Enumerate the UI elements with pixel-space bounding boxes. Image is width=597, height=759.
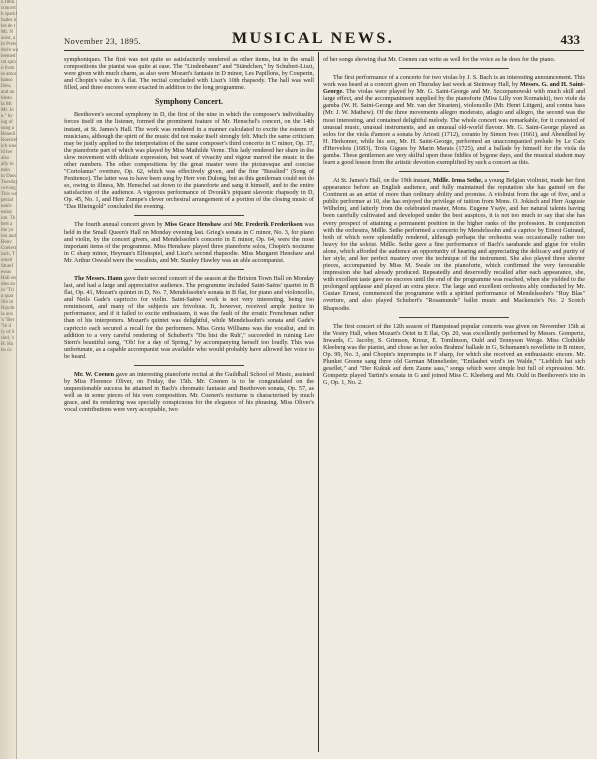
performer-name: Miss Grace Henshaw <box>164 221 222 229</box>
margin-fragment: la Mc <box>1 102 13 107</box>
margin-fragment: bleau <box>1 96 12 101</box>
margin-fragment: ifio in <box>1 300 14 305</box>
margin-fragment: Bouv <box>1 240 12 245</box>
margin-fragment: hanso <box>1 78 13 83</box>
section-separator <box>399 171 509 172</box>
left-column <box>64 56 314 413</box>
margin-fragment: ceiving <box>1 186 16 191</box>
margin-fragment: ich was <box>1 144 17 149</box>
margin-fragment: Coelest <box>1 246 16 251</box>
header-date: November 23, 1895. <box>64 36 142 46</box>
margin-fragment: he co <box>1 348 12 353</box>
margin-fragment: bert a <box>1 222 13 227</box>
margin-fragment: Dew, <box>1 84 12 89</box>
margin-fragment: 's "Ber <box>1 318 15 323</box>
margin-fragment: ion and <box>1 234 16 239</box>
margin-fragment: e," by <box>1 114 13 119</box>
margin-fragment: Roeckel <box>1 138 18 143</box>
margin-fragment: ion. Th <box>1 216 16 221</box>
margin-fragment: in "Tri <box>1 288 15 293</box>
margin-fragment: to Dass <box>1 174 16 179</box>
margin-fragment: anist, a <box>1 36 16 41</box>
column-divider <box>318 52 319 752</box>
margin-fragment: ly of S <box>1 330 15 335</box>
performer-name: Mr. W. Coenen <box>74 370 115 378</box>
margin-fragment: This we <box>1 192 17 197</box>
margin-fragment: dwin wa <box>1 48 19 53</box>
section-heading-symphony-concert: Symphony Concert. <box>154 97 223 107</box>
margin-fragment: les de t <box>1 24 16 29</box>
margin-fragment: dies an <box>1 282 16 287</box>
margin-fragment: Benedi <box>1 132 16 137</box>
margin-fragment: o from <box>1 66 15 71</box>
section-separator <box>134 365 244 366</box>
margin-fragment: also <box>1 156 10 161</box>
paragraph-hann-concert: The Messrs. Hann gave their second concert of the season at the Brixton Town Hall on Monday last, and had a large and appreciative audience. The programme included Saint-Saëns' quartet in B flat, Op. 41, Mozart's quintet in D, No. 7, Mendelssohn's sonata in B flat, for piano and violoncello, and Neils Gade's capriccio for violin. Saint-Saëns' work is not very interesting, being too reminiscent, and many of the subjects are frivolous. It, however, received ample justice in performance, and if it failed to excite enthusiasm, it was the fault of the erratic Frenchman rather than of his interpreters. Mozart's quintet was delightful, while Mendelssohn's sonata and Gade's capriccio each secured a recall for the performers. Miss Greta Williams was the vocalist, and in addition to a very careful rendering of Schubert's "Du bist die Ruh'," succeeded in ruining Leo Stern's beautiful song, "Oh! for a day of Spring," by accompanying herself too loudly. This was unfortunate, as a capable accompanist was available who would probably have allowed her voice to be heard. <box>64 274 315 360</box>
margin-fragment: sung a <box>1 126 14 131</box>
margin-fragment: inch, T <box>1 252 16 257</box>
right-column <box>323 56 585 386</box>
margin-fragment: ld her <box>1 150 13 155</box>
margin-fragment: Tuesday <box>1 180 18 185</box>
margin-fragment: ia aux <box>1 312 14 317</box>
paragraph-hampstead-concerts: The first concert of the 12th season of Hampstead popular concerts was given on November 15th at the Vestry Hall, when Mozart's Octet in E flat, Op. 20, was excellently performed by Messrs. Gompertz, Inwards, C. Jacoby, S. Grimson, Kreuz, E. Tomlinson, Ould and Tennyson Werge. Miss Clothilde Kleeberg was the pianist, and chose as her solos Brahms' ballade in G, Schumann's novellette in B minor, Op. 99, No. 3, and Chopin's impromptu in F sharp, for which she received an enthusiastic encore. Mr. Plunket Greene sang three old German Minnelieder, "Entlaubet wird's im Walde," "Lieblich hat sich gesellet," and "Der Kukuk auf dem Zaune sass," songs which were simple but full of expression. Mr. Gompertz played Tartini's sonata in G and joined Miss C. Kleeberg and Mr. Ould in Beethoven's trio in G, Op. 1, No. 2. <box>323 322 585 387</box>
performer-name: Messrs. G. and H. Saint-George. <box>323 81 586 96</box>
margin-fragment: the yo <box>1 228 14 233</box>
section-separator <box>134 215 244 216</box>
margin-fragment: and an <box>1 90 15 95</box>
margin-fragment: Hall on <box>1 276 16 281</box>
paragraph-henshaw-concert: The fourth annual concert given by Miss Grace Henshaw and Mr. Frederik Frederiksen was held in the Small Queen's Hall on Monday evening last. Grieg's sonata in C minor, No. 3, for piano and violin, by the concert givers, and Mendelssohn's concerto in E minor, Op. 64, were the most important items of the programme. Miss Henshaw played three pianoforte solos, Chopin's nocturne in C sharp minor, Heyman's Elfenspiel, and Liszt's second rhapsodie. Miss Margaret Henshaw and Mr. Arthur Oswald were the vocalists, and Mr. Stanley Hawley was an able accompanist. <box>64 221 315 264</box>
paragraph-recital-continued: symphoniques. The first was not quite so satisfactorily rendered as other items, but in the small compositions the pianist was quite at ease. The "Lindenbaum" and "Ständchen," by Schubert-Liszt, were given with much charm, as also were Mozart's fantasie in D minor, Les Papillons, by Couperin, and Chopin's valse in A flat. The recital concluded with Liszt's 10th rhapsody. The hall was well filled, and three encores were exacted in addition to the long programme. <box>64 56 314 92</box>
paragraph-symphony-concert: Beethoven's second symphony in D, the first of the nine in which the composer's individuality forces itself on the listener, formed the prominent feature of Mr. Henschel's concert, on the 14th instant, at St. James's Hall. The work was rendered in a manner calculated to excite the esteem of musicians, although the spirit of the music did not make itself strongly felt. Much the same criticism may be justly applied to the interpretation of the same composer's third concerto in C minor, Op. 37, the pianoforte part of which was played by Miss Mathilde Verne. This lady rendered her share in the slow movement with delicate expression, but want of vivacity and vigour marred the music in the other numbers. The other compositions by the great master were the picturesque and concise "Coriolanus" overture, Op. 62, which was effectively given, and the fine "Busslied" (Song of Penitence). The latter was to have been sung by Herr von Dulong, but as this gentleman could not do so, owing to illness, Mr. Henschel sat down to the pianoforte and sang it himself, and to the entire satisfaction of the audience. A vigorous performance of Dvorák's piquant slavonic rhapsody in D, Op. 45, No. 1, and Herr Zumpe's clever orchestral arrangement of a portion of the closing music of "Das Rheingold" concluded the evening. <box>64 111 314 211</box>
header-rule <box>64 50 584 51</box>
margin-fragment: lo Prele <box>1 42 17 47</box>
performer-name: Mr. Frederik Frederiksen <box>234 221 303 229</box>
margin-fragment: "In d <box>1 324 11 329</box>
performer-name: Mdlle. Irma Sethe, <box>432 177 483 185</box>
margin-fragment: uaulv <box>1 204 13 209</box>
margin-fragment: concert <box>1 6 16 11</box>
margin-fragment: Haydn <box>1 306 15 311</box>
masthead-title: MUSICAL NEWS. <box>232 30 395 47</box>
facing-page-margin <box>0 0 17 759</box>
paragraph-saint-george-concert: The first performance of a concerto for two violas by J. S. Bach is an interesting announcement. This work was heard at a concert given on Thursday last week at Steinway Hall, by Messrs. G. and H. Saint-George. The violas were played by Mr. G. Saint-George and Mr. Szczepanowski with much skill and large effect, and the accompaniment supplied by the pianoforte (Miss Lilly von Kornatski), two viole da gamba (W. H. Saint-George and Mr. van der Straeten), violoncello (Mr. Henri Lütgen), and contra bass (Mr. J. W. Mathew). Of the three movements allegro moderato, adagio and allegro, the second was the most interesting, and contained delightful melody. The whole concert was remarkable, for it consisted of unusual music, unusual instruments, and an unusual old-world flavour. Mr. G. Saint-George played as solos for the viola d'amore a sonata by Ariosti (1712), coranto by Simon Ives (1661), and Abendlied by H. Herkomer, while his son, Mr. H. Saint-George, performed an unaccompanied prelude by Le Caix d'Hervelois (1683), Trois Gigues by Marin Marais (1725), and a ballade by himself for the viola da gamba. These gentlemen are very skilful upon these fiddles of bygone days, and the musical student may learn a good lesson from the artistic devotion exemplified by such a concert as this. <box>323 74 586 167</box>
margin-fragment: esday <box>1 210 13 215</box>
margin-fragment: a quar <box>1 294 14 299</box>
margin-fragment: pecial <box>1 198 13 203</box>
margin-fragment: Stranf <box>1 264 14 269</box>
margin-fragment: leemed <box>1 54 16 59</box>
margin-fragment: Mr. Jo <box>1 108 14 113</box>
page-number: 433 <box>560 32 580 47</box>
paragraph-coenen-continued: of her songs showing that Mr. Coenen can write as well for the voice as he does for the piano. <box>323 56 556 63</box>
margin-fragment: re amor <box>1 72 17 77</box>
margin-fragment: ewas <box>1 270 11 275</box>
margin-fragment: Mr. N <box>1 30 13 35</box>
section-separator <box>399 317 509 318</box>
margin-fragment: ing of <box>1 120 13 125</box>
section-separator <box>134 269 244 270</box>
margin-fragment: ried, 's <box>1 336 15 341</box>
paragraph-coenen-recital: Mr. W. Coenen gave an interesting pianoforte recital at the Guildhall School of Music, assisted by Miss Florence Oliver, on Friday, the 15th. Mr. Coenen is to be congratulated on the unquestionable success he attained in Bach's chromatic fantasie and Beethoven sonata, Op. 57, as well as in some pieces of his own composition. Mr. Coenen's nocturne is characterised by much grace, and its rendering was specially conspicuous for the elegance of his phrasing. Miss Oliver's vocal contributions were very acceptable, two <box>64 370 315 414</box>
margin-fragment: hades ir <box>1 18 17 23</box>
margin-fragment: nnin <box>1 168 10 173</box>
paragraph-sethe-concert: At St. James's Hall, on the 19th instant, Mdlle. Irma Sethe, a young Belgian violinist, made her first appearance before an English audience, and fully maintained the reputation she has gained on the Continent as an artist of more than ordinary ability and promise. A violinist from the age of five, and a public performer at 10, she has enjoyed the privilege of tuition from Mons. O. Jokisch and Herr Auguste Wilhelmj, and latterly from the celebrated master, Mons. Eugene Ysaÿe, and her natural talents having been carefully cultivated and developed under the best auspices, it is not too much to say that she has every prospect of attaining a permanent position in the higher ranks of the profession. In conjunction with the orchestra, Mdlle. Sethe performed a concerto by Mendelssohn and a caprice by Ernest Guiraud, both of which were splendidly rendered, although perhaps the orchestra was occasionally rather too heavy for the soloist. Mdlle. Sethe gave a fine performance of Bach's sarabande and gigue for violin alone, which afforded the audience an opportunity of hearing and appreciating the delicacy and purity of her style, and her perfect mastery over the technique of the instrument. She also played three shorter pieces, accompanied by Miss M. Swale on the pianoforte, which confirmed the very favourable impression she had already produced. Repeatedly and deservedly recalled after each appearance, she, with excellent taste gave no encores until the end of the programme was reached, when she yielded to the prolonged applause and played an extra piece. The large and excellent orchestra ably conducted by Mr. Gustav Ernest, commenced the programme with a spirited performance of Mendelssohn's "Ruy Blas" overture, and also played Schubert's "Rosamunde" ballet music and Mackenzie's No. 2 Scotch Rhapsodie. <box>323 177 586 312</box>
page-header <box>64 28 584 50</box>
margin-fragment: h sparkl <box>1 12 17 17</box>
margin-fragment: s.1866. <box>1 0 16 5</box>
section-separator <box>399 68 509 69</box>
performer-name: The Messrs. Hann <box>74 274 123 282</box>
margin-fragment: H. Ha <box>1 342 13 347</box>
margin-fragment: onied <box>1 258 13 263</box>
margin-fragment: ral spin <box>1 60 16 65</box>
margin-fragment: ally in <box>1 162 14 167</box>
